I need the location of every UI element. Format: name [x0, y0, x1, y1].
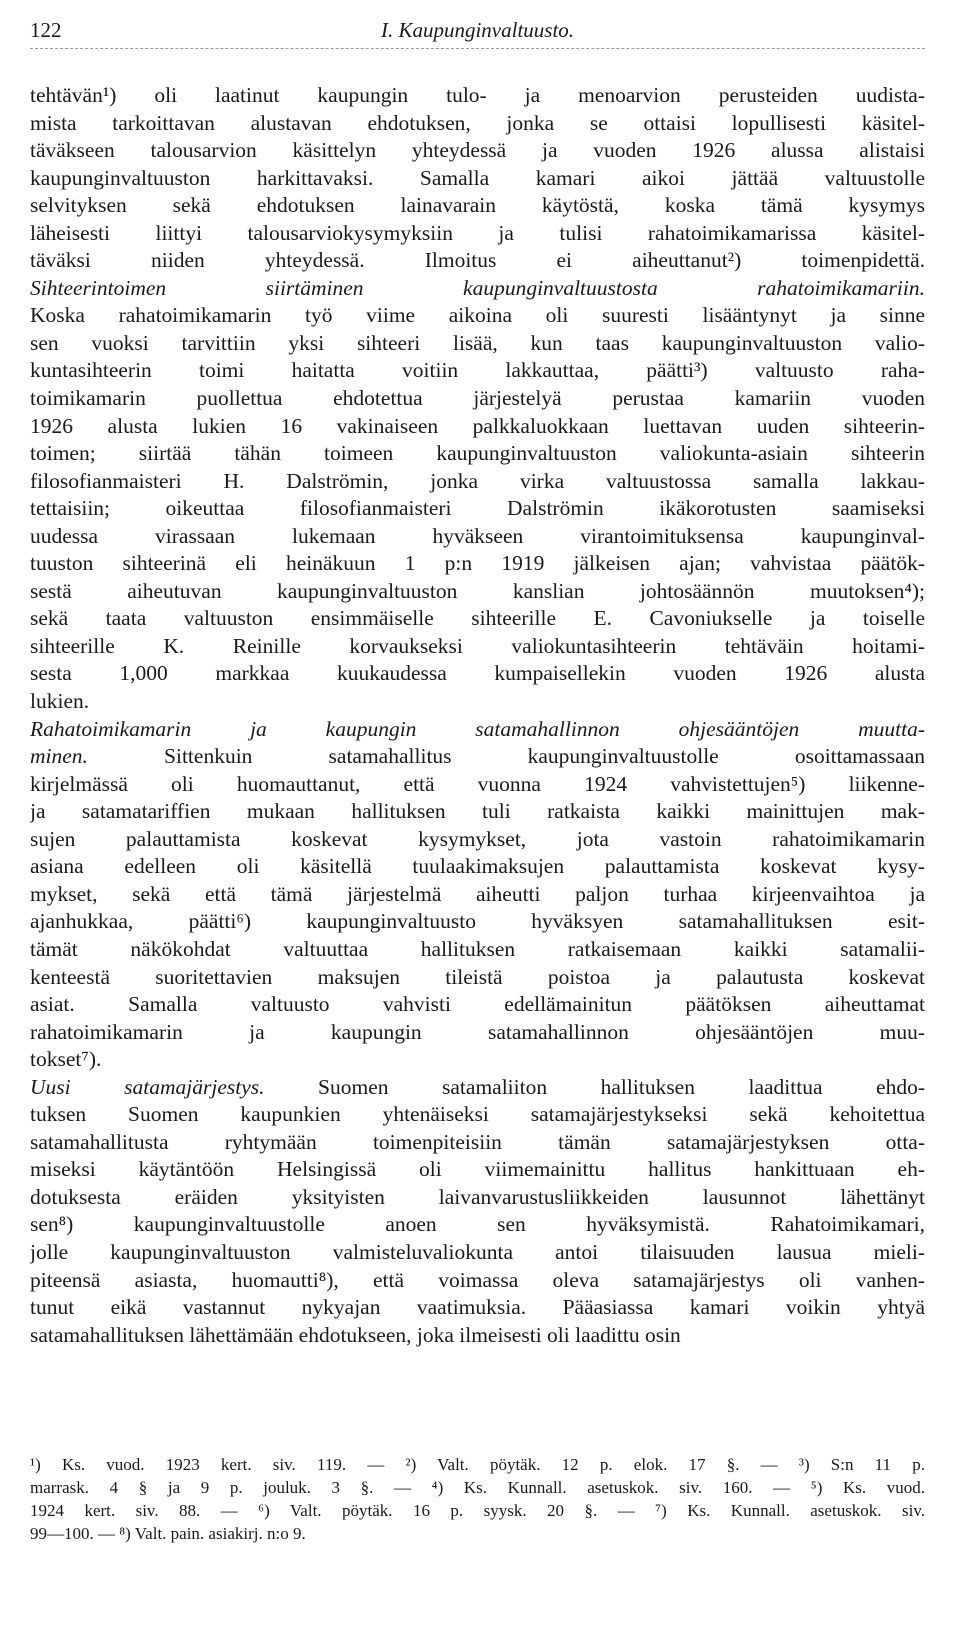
text-line — [30, 605, 925, 633]
text-line — [30, 908, 925, 936]
header-rule — [30, 48, 925, 49]
text-run: tuuston sihteerinä eli heinäkuun 1 p:n 1919 jälkeisen ajan; vahvistaa päätök- — [30, 551, 925, 576]
text-line — [30, 1046, 925, 1074]
text-line — [30, 771, 925, 799]
text-run: 1926 alusta lukien 16 vakinaiseen palkkaluokkaan luettavan uuden sihteerin- — [30, 413, 925, 438]
footnote-line: 99—100. — ⁸) Valt. pain. asiakirj. n:o 9. — [30, 1524, 306, 1543]
running-title: I. Kaupunginvaltuusto. — [380, 18, 575, 42]
footnote-line: marrask. 4 § ja 9 p. jouluk. 3 §. — ⁴) Ks. Kunnall. asetuskok. siv. 160. — ⁵) Ks. vuod. — [30, 1478, 925, 1497]
text-run: ja satamatariffien mukaan hallituksen tuli ratkaista kaikki mainittujen mak- — [30, 799, 925, 824]
text-run: asiana edelleen oli käsitellä tuulaakimaksujen palauttamista koskevat kysy- — [30, 854, 925, 879]
text-line — [30, 137, 925, 165]
text-run: tämät näkökohdat valtuuttaa hallituksen ratkaisemaan kaikki satamalii- — [30, 936, 925, 961]
footnote-line: 1924 kert. siv. 88. — ⁶) Valt. pöytäk. 16 p. syysk. 20 §. — ⁷) Ks. Kunnall. asetuskok. siv. — [30, 1501, 925, 1520]
text-line — [30, 1294, 925, 1322]
footnote-line: ¹) Ks. vuod. 1923 kert. siv. 119. — ²) Valt. pöytäk. 12 p. elok. 17 §. — ³) S:n 11 p. — [30, 1455, 925, 1474]
text-run: asiat. Samalla valtuusto vahvisti edellämainitun päätöksen aiheuttamat — [30, 992, 925, 1017]
text-line — [30, 192, 925, 220]
text-line — [30, 523, 925, 551]
text-line — [30, 220, 925, 248]
text-line — [30, 743, 925, 771]
text-run: mykset, sekä että tämä järjestelmä aiheutti paljon turhaa kirjeenvaihtoa ja — [30, 881, 925, 906]
text-line — [30, 275, 925, 303]
text-run: uudessa virassaan lukemaan hyväkseen virantoimituksensa kaupunginval- — [30, 523, 925, 548]
text-line — [30, 881, 925, 909]
text-run: sihteerille K. Reinille korvaukseksi valiokuntasihteerin tehtäväin hoitami- — [30, 633, 925, 658]
text-line — [30, 1074, 925, 1102]
section-heading: minen. — [30, 744, 88, 769]
text-line — [30, 964, 925, 992]
text-line — [30, 1156, 925, 1184]
section-heading: Rahatoimikamarin ja kaupungin satamahallinnon ohjesääntöjen muutta- — [30, 716, 925, 741]
text-line — [30, 660, 925, 688]
text-line — [30, 1267, 925, 1295]
text-run: täväkseen talousarvion käsittelyn yhteydessä ja vuoden 1926 alussa alistaisi — [30, 138, 925, 163]
text-run: kirjelmässä oli huomauttanut, että vuonna 1924 vahvistettujen⁵) liikenne- — [30, 771, 925, 796]
page-header — [30, 14, 925, 48]
text-run: sen vuoksi tarvittiin yksi sihteeri lisää, kun taas kaupunginvaltuuston valio- — [30, 330, 925, 355]
text-line — [30, 302, 925, 330]
text-line — [30, 330, 925, 358]
text-run: sesta 1,000 markkaa kuukaudessa kumpaisellekin vuoden 1926 alusta — [30, 661, 925, 686]
text-run: jolle kaupunginvaltuuston valmisteluvaliokunta antoi tilaisuuden lausua mieli- — [30, 1239, 925, 1264]
text-run: piteensä asiasta, huomautti⁸), että voimassa oleva satamajärjestys oli vanhen- — [30, 1267, 925, 1292]
text-run: mista tarkoittavan alustavan ehdotuksen, jonka se ottaisi lopullisesti käsitel- — [30, 110, 925, 135]
text-line — [30, 495, 925, 523]
text-line — [30, 165, 925, 193]
text-run: sekä taata valtuuston ensimmäiselle sihteerille E. Cavoniukselle ja toiselle — [30, 606, 925, 631]
text-run: sen⁸) kaupunginvaltuustolle anoen sen hyväksymistä. Rahatoimikamari, — [30, 1212, 925, 1237]
text-run: toimen; siirtää tähän toimeen kaupunginvaltuuston valiokunta-asiain sihteerin — [30, 441, 925, 466]
text-line — [30, 716, 925, 744]
text-run: sestä aiheutuvan kaupunginvaltuuston kanslian johtosäännön muutoksen⁴); — [30, 578, 925, 603]
text-run: sujen palauttamista koskevat kysymykset, jota vastoin rahatoimikamarin — [30, 826, 925, 851]
text-line — [30, 633, 925, 661]
body-text — [30, 82, 925, 1349]
text-line — [30, 1101, 925, 1129]
text-line — [30, 1129, 925, 1157]
text-line — [30, 385, 925, 413]
text-line — [30, 936, 925, 964]
text-run: lukien. — [30, 689, 90, 714]
text-line — [30, 688, 925, 716]
text-run: Sittenkuin satamahallitus kaupunginvaltuustolle osoittamassaan — [87, 744, 925, 769]
text-line — [30, 991, 925, 1019]
text-line — [30, 357, 925, 385]
text-run: satamahallitusta ryhtymään toimenpiteisiin tämän satamajärjestyksen otta- — [30, 1129, 925, 1154]
text-line — [30, 440, 925, 468]
section-heading: Sihteerintoimen siirtäminen kaupunginvaltuustosta rahatoimikamariin. — [30, 275, 925, 300]
text-run: selvityksen sekä ehdotuksen lainavarain käytöstä, koska tämä kysymys — [30, 193, 925, 218]
text-line — [30, 578, 925, 606]
text-run: kenteestä suoritettavien maksujen tileistä poistoa ja palautusta koskevat — [30, 964, 925, 989]
text-run: kuntasihteerin toimi haitatta voitiin lakkauttaa, päätti³) valtuusto raha- — [30, 358, 925, 383]
text-line — [30, 550, 925, 578]
text-run: Koska rahatoimikamarin työ viime aikoina oli suuresti lisääntynyt ja sinne — [30, 303, 925, 328]
text-run: tettaisiin; oikeuttaa filosofianmaisteri Dalströmin ikäkorotusten saamiseksi — [30, 496, 925, 521]
text-line — [30, 110, 925, 138]
text-run: rahatoimikamarin ja kaupungin satamahallinnon ohjesääntöjen muu- — [30, 1019, 925, 1044]
page-number: 122 — [30, 18, 62, 42]
text-line — [30, 826, 925, 854]
text-run: tunut eikä vastannut nykyajan vaatimuksia. Pääasiassa kamari voikin yhtyä — [30, 1295, 925, 1320]
text-run: kaupunginvaltuuston harkittavaksi. Samalla kamari aikoi jättää valtuustolle — [30, 165, 925, 190]
text-line — [30, 1019, 925, 1047]
text-line — [30, 247, 925, 275]
section-heading: Uusi satamajärjestys. — [30, 1074, 265, 1099]
text-line — [30, 1184, 925, 1212]
text-line — [30, 853, 925, 881]
text-run: satamahallituksen lähettämään ehdotukseen, joka ilmeisesti oli laadittu osin — [30, 1322, 681, 1347]
footnotes — [30, 1453, 925, 1545]
text-run: ajanhukkaa, päätti⁶) kaupunginvaltuusto hyväksyen satamahallituksen esit- — [30, 909, 925, 934]
text-line — [30, 413, 925, 441]
text-line — [30, 468, 925, 496]
text-run: miseksi käytäntöön Helsingissä oli viimemainittu hallitus hankittuaan eh- — [30, 1157, 925, 1182]
text-line — [30, 798, 925, 826]
text-run: tokset⁷). — [30, 1047, 102, 1072]
text-run: filosofianmaisteri H. Dalströmin, jonka virka valtuustossa samalla lakkau- — [30, 468, 925, 493]
text-line — [30, 1239, 925, 1267]
text-run: tehtävän¹) oli laatinut kaupungin tulo- ja menoarvion perusteiden uudista- — [30, 83, 925, 107]
text-run: dotuksesta eräiden yksityisten laivanvarustusliikkeiden lausunnot lähettänyt — [30, 1184, 925, 1209]
text-run: toimikamarin puollettua ehdotettua järjestelyä perustaa kamariin vuoden — [30, 386, 925, 411]
text-run: täväksi niiden yhteydessä. Ilmoitus ei aiheuttanut²) toimenpidettä. — [30, 248, 925, 273]
text-line — [30, 82, 925, 110]
text-run: Suomen satamaliiton hallituksen laadittua ehdo- — [264, 1074, 925, 1099]
text-line — [30, 1322, 925, 1350]
text-line — [30, 1211, 925, 1239]
text-run: läheisesti liittyi talousarviokysymyksiin ja tulisi rahatoimikamarissa käsitel- — [30, 220, 925, 245]
text-run: tuksen Suomen kaupunkien yhtenäiseksi satamajärjestykseksi sekä kehoitettua — [30, 1102, 925, 1127]
